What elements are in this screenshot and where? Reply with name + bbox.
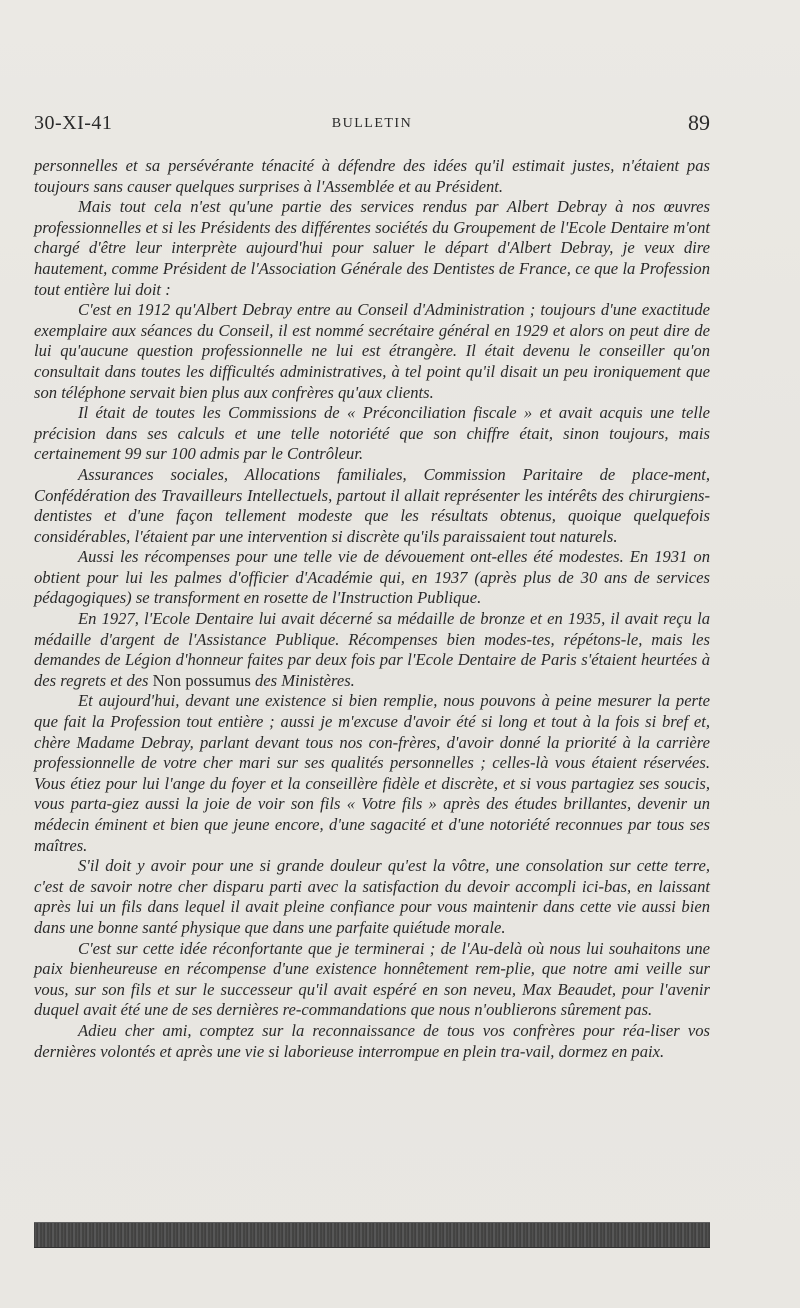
issue-date: 30-XI-41 xyxy=(34,112,113,134)
paragraph-continuation: personnelles et sa persévérante ténacité à défendre des idées qu'il estimait justes, n'étaient pas toujours sans causer quelques surprises à l'Assemblée et au Président. xyxy=(34,156,710,196)
paragraph-adieu: Adieu cher ami, comptez sur la reconnaissance de tous vos confrères pour réa-liser vos dernières volontés et après une vie si laborieuse interrompue en plein tra-vail, dormez en paix. xyxy=(34,1020,710,1061)
paragraph-medailles xyxy=(34,609,710,691)
paragraph-conseil: C'est en 1912 qu'Albert Debray entre au Conseil d'Administration ; toujours d'une exactitude exemplaire aux séances du Conseil, il est nommé secrétaire général en 1929 et alors on peut dire de lui qu'aucune question professionnelle ne lui est étrangère. Il était devenu le conseiller qu'on consultait dans toutes les difficultés administratives, à tel point qu'il disait un peu ironiquement que son téléphone servait bien plus aux confrères qu'aux clients. xyxy=(34,300,710,402)
medailles-text-after: des Ministères. xyxy=(250,670,355,690)
paragraph-reconfortante: C'est sur cette idée réconfortante que je terminerai ; de l'Au-delà où nous lui souhaitons une paix bienheureuse en récompense d'une existence honnêtement rem-plie, que notre ami veille sur vous, sur son fils et sur le successeur qu'il avait espéré en son neveu, Max Beaudet, pour l'avenir duquel avait été une de ses dernières re-commandations que nous n'oublierons sûrement pas. xyxy=(34,938,710,1020)
paragraph-consolation: S'il doit y avoir pour une si grande douleur qu'est la vôtre, une consolation sur cette terre, c'est de savoir notre cher disparu parti avec la satisfaction du devoir accompli ici-bas, en laissant après lui un fils dans lequel il avait pleine confiance pour vous maintenir dans cette vie aussi bien dans une bonne santé physique que dans une parfaite quiétude morale. xyxy=(34,856,710,937)
medailles-text-before: En 1927, l'Ecole Dentaire lui avait décerné sa médaille de bronze et en 1935, il avait reçu la médaille d'argent de l'Assistance Publique. Récompenses bien modes-tes, répétons-le, mais les demandes de Légion d'honneur faites par deux fois par l'Ecole Dentaire de Paris s'étaient heurtées à des regrets et des xyxy=(34,609,710,690)
paragraph-assurances: Assurances sociales, Allocations familiales, Commission Paritaire de place-ment, Confédération des Travailleurs Intellectuels, partout il allait représenter les intérêts des chirurgiens-dentistes et d'une façon tellement modeste que les résultats obtenus, quoique quelquefois considérables, l'étaient par une intervention si discrète qu'ils paraissaient tout naturels. xyxy=(34,464,710,546)
non-possumus: Non possumus xyxy=(152,670,251,690)
article-body xyxy=(34,156,710,1062)
paragraph-recompenses: Aussi les récompenses pour une telle vie de dévouement ont-elles été modestes. En 1931 on obtient pour lui les palmes d'officier d'Académie qui, en 1937 (après plus de 30 ans de services pédagogiques) se transforment en rosette de l'Instruction Publique. xyxy=(34,547,710,608)
running-head xyxy=(34,112,710,142)
paragraph-aujourdhui: Et aujourd'hui, devant une existence si bien remplie, nous pouvons à peine mesurer la perte que fait la Profession tout entière ; aussi je m'excuse d'avoir été si long et tout à la fois si bref et, chère Madame Debray, parlant devant tous nos con-frères, d'avoir donné la priorité à la carrière professionnelle de votre cher mari sur ses qualités personnelles ; celles-là vous étaient réservées. Vous étiez pour lui l'ange du foyer et la conseillère fidèle et discrète, et si vous partagiez ses soucis, vous parta-giez aussi la joie de voir son fils « Votre fils » après des études brillantes, devenir un médecin éminent et bien que jeune encore, d'une sagacité et d'une notoriété reconnues par tous ses maîtres. xyxy=(34,691,710,855)
paragraph-services: Mais tout cela n'est qu'une partie des services rendus par Albert Debray à nos œuvres professionnelles et si les Présidents des différentes sociétés du Groupement de l'Ecole Dentaire m'ont chargé d'être leur interprète aujourd'hui pour saluer le départ d'Albert Debray, je veux dire hautement, comme Président de l'Association Générale des Dentistes de France, ce que la Profession tout entière lui doit : xyxy=(34,197,710,299)
decorative-footer-band xyxy=(34,1222,710,1248)
bulletin-title: BULLETIN xyxy=(331,116,413,131)
paragraph-commissions: Il était de toutes les Commissions de « Préconciliation fiscale » et avait acquis une telle précision dans ses calculs et une telle notoriété que son chiffre était, sinon toujours, mais certainement 99 sur 100 admis par le Contrôleur. xyxy=(34,403,710,464)
page-number: 89 xyxy=(688,110,710,135)
